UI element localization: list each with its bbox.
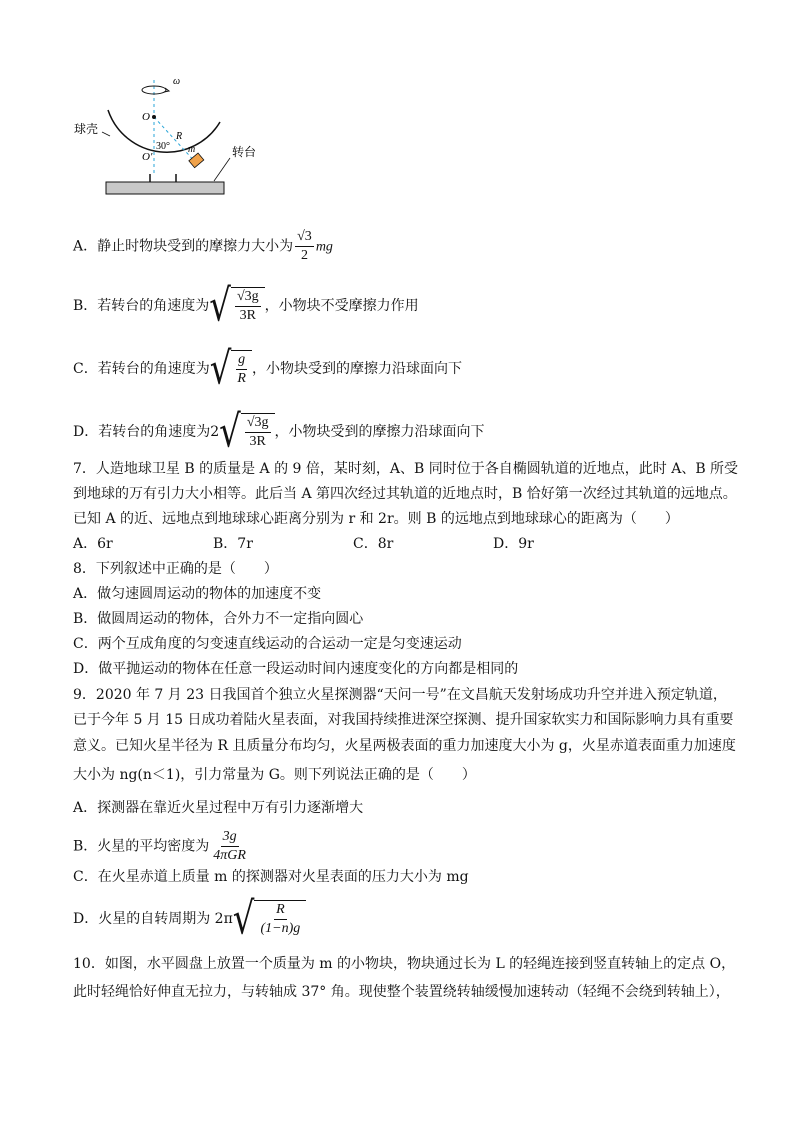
q9-option-d: D．火星的自转周期为 2π √ $\frac{R}{(1-n)g}$ xyxy=(73,900,306,938)
q7-options xyxy=(73,534,633,554)
q8-option-b: B．做圆周运动的物体，合外力不一定指向圆心 xyxy=(73,611,364,627)
q7-line-1: 7．人造地球卫星 B 的质量是 A 的 9 倍，某时刻，A、B 同时位于各自椭圆轨道的近地点，此时 A、B 所受 xyxy=(73,461,739,477)
q7-line-2: 到地球的万有引力大小相等。此后当 A 第四次经过其轨道的近地点时，B 恰好第一次经过其轨道的远地点。 xyxy=(73,486,737,502)
q8-option-c: C．两个互成角度的匀变速直线运动的合运动一定是匀变速运动 xyxy=(73,636,462,652)
q6-option-a: A．静止时物块受到的摩擦力大小为 $\frac{√3}{2}$ mg xyxy=(73,229,333,263)
q9-option-b: B．火星的平均密度为 $\frac{3g}{\text{4πGR}}$ xyxy=(73,829,246,863)
q9-line-4: 大小为 ng(n＜1)，引力常量为 G。则下列说法正确的是（ ） xyxy=(73,767,476,783)
q6-option-c: C．若转台的角速度为 √ $\frac{g}{R}$ ，小物块受到的摩擦力沿球面向下 xyxy=(73,343,462,395)
q9-option-a: A．探测器在靠近火星过程中万有引力逐渐增大 xyxy=(73,800,364,816)
q7-option-b: B．7r xyxy=(213,536,253,552)
label-m: m xyxy=(188,144,196,155)
q6-option-d: D．若转台的角速度为2 √ $\frac{√3g}{3R}$ ，小物块受到的摩擦力沿球面向下 xyxy=(73,406,485,458)
q6-option-b: B．若转台的角速度为 √ $\frac{√3g}{3R}$ ，小物块不受摩擦力作用 xyxy=(73,280,419,332)
q9-option-c: C．在火星赤道上质量 m 的探测器对火星表面的压力大小为 mg xyxy=(73,869,469,885)
q7-option-c: C．8r xyxy=(353,536,394,552)
label-angle: 30° xyxy=(156,141,170,152)
q9-line-2: 已于今年 5 月 15 日成功着陆火星表面，对我国持续推进深空探测、提升国家软实力和国际影响力具有重要 xyxy=(73,712,734,728)
q8-option-a: A．做匀速圆周运动的物体的加速度不变 xyxy=(73,586,322,602)
label-o: O xyxy=(142,111,150,123)
label-r: R xyxy=(176,131,183,142)
q10-line-1: 10．如图，水平圆盘上放置一个质量为 m 的小物块，物块通过长为 L 的轻绳连接到竖直转轴上的定点 O， xyxy=(73,956,736,972)
label-table: 转台 xyxy=(232,145,257,159)
omega-label: ω xyxy=(173,76,181,87)
q10-line-2: 此时轻绳恰好伸直无拉力，与转轴成 37° 角。现使整个装置绕转轴缓慢加速转动（轻绳不会绕到转轴上）， xyxy=(73,984,730,1000)
q7-option-a: A．6r xyxy=(73,536,113,552)
q7-option-d: D．9r xyxy=(493,536,534,552)
label-o-prime: O′ xyxy=(142,151,153,163)
q9-line-3: 意义。已知火星半径为 R 且质量分布均匀，火星两极表面的重力加速度大小为 g，火星赤道表面重力加速度 xyxy=(73,738,736,754)
rotating-shell-figure xyxy=(70,70,260,200)
label-shell: 球壳 xyxy=(74,122,99,136)
q8-stem: 8．下列叙述中正确的是（ ） xyxy=(73,561,278,577)
q7-line-3: 已知 A 的近、远地点到地球球心距离分别为 r 和 2r。则 B 的远地点到地球球心的距离为（ ） xyxy=(73,511,679,527)
q8-option-d: D．做平抛运动的物体在任意一段运动时间内速度变化的方向都是相同的 xyxy=(73,661,519,677)
q9-line-1: 9．2020 年 7 月 23 日我国首个独立火星探测器“天问一号”在文昌航天发射场成功升空并进入预定轨道， xyxy=(73,687,727,703)
